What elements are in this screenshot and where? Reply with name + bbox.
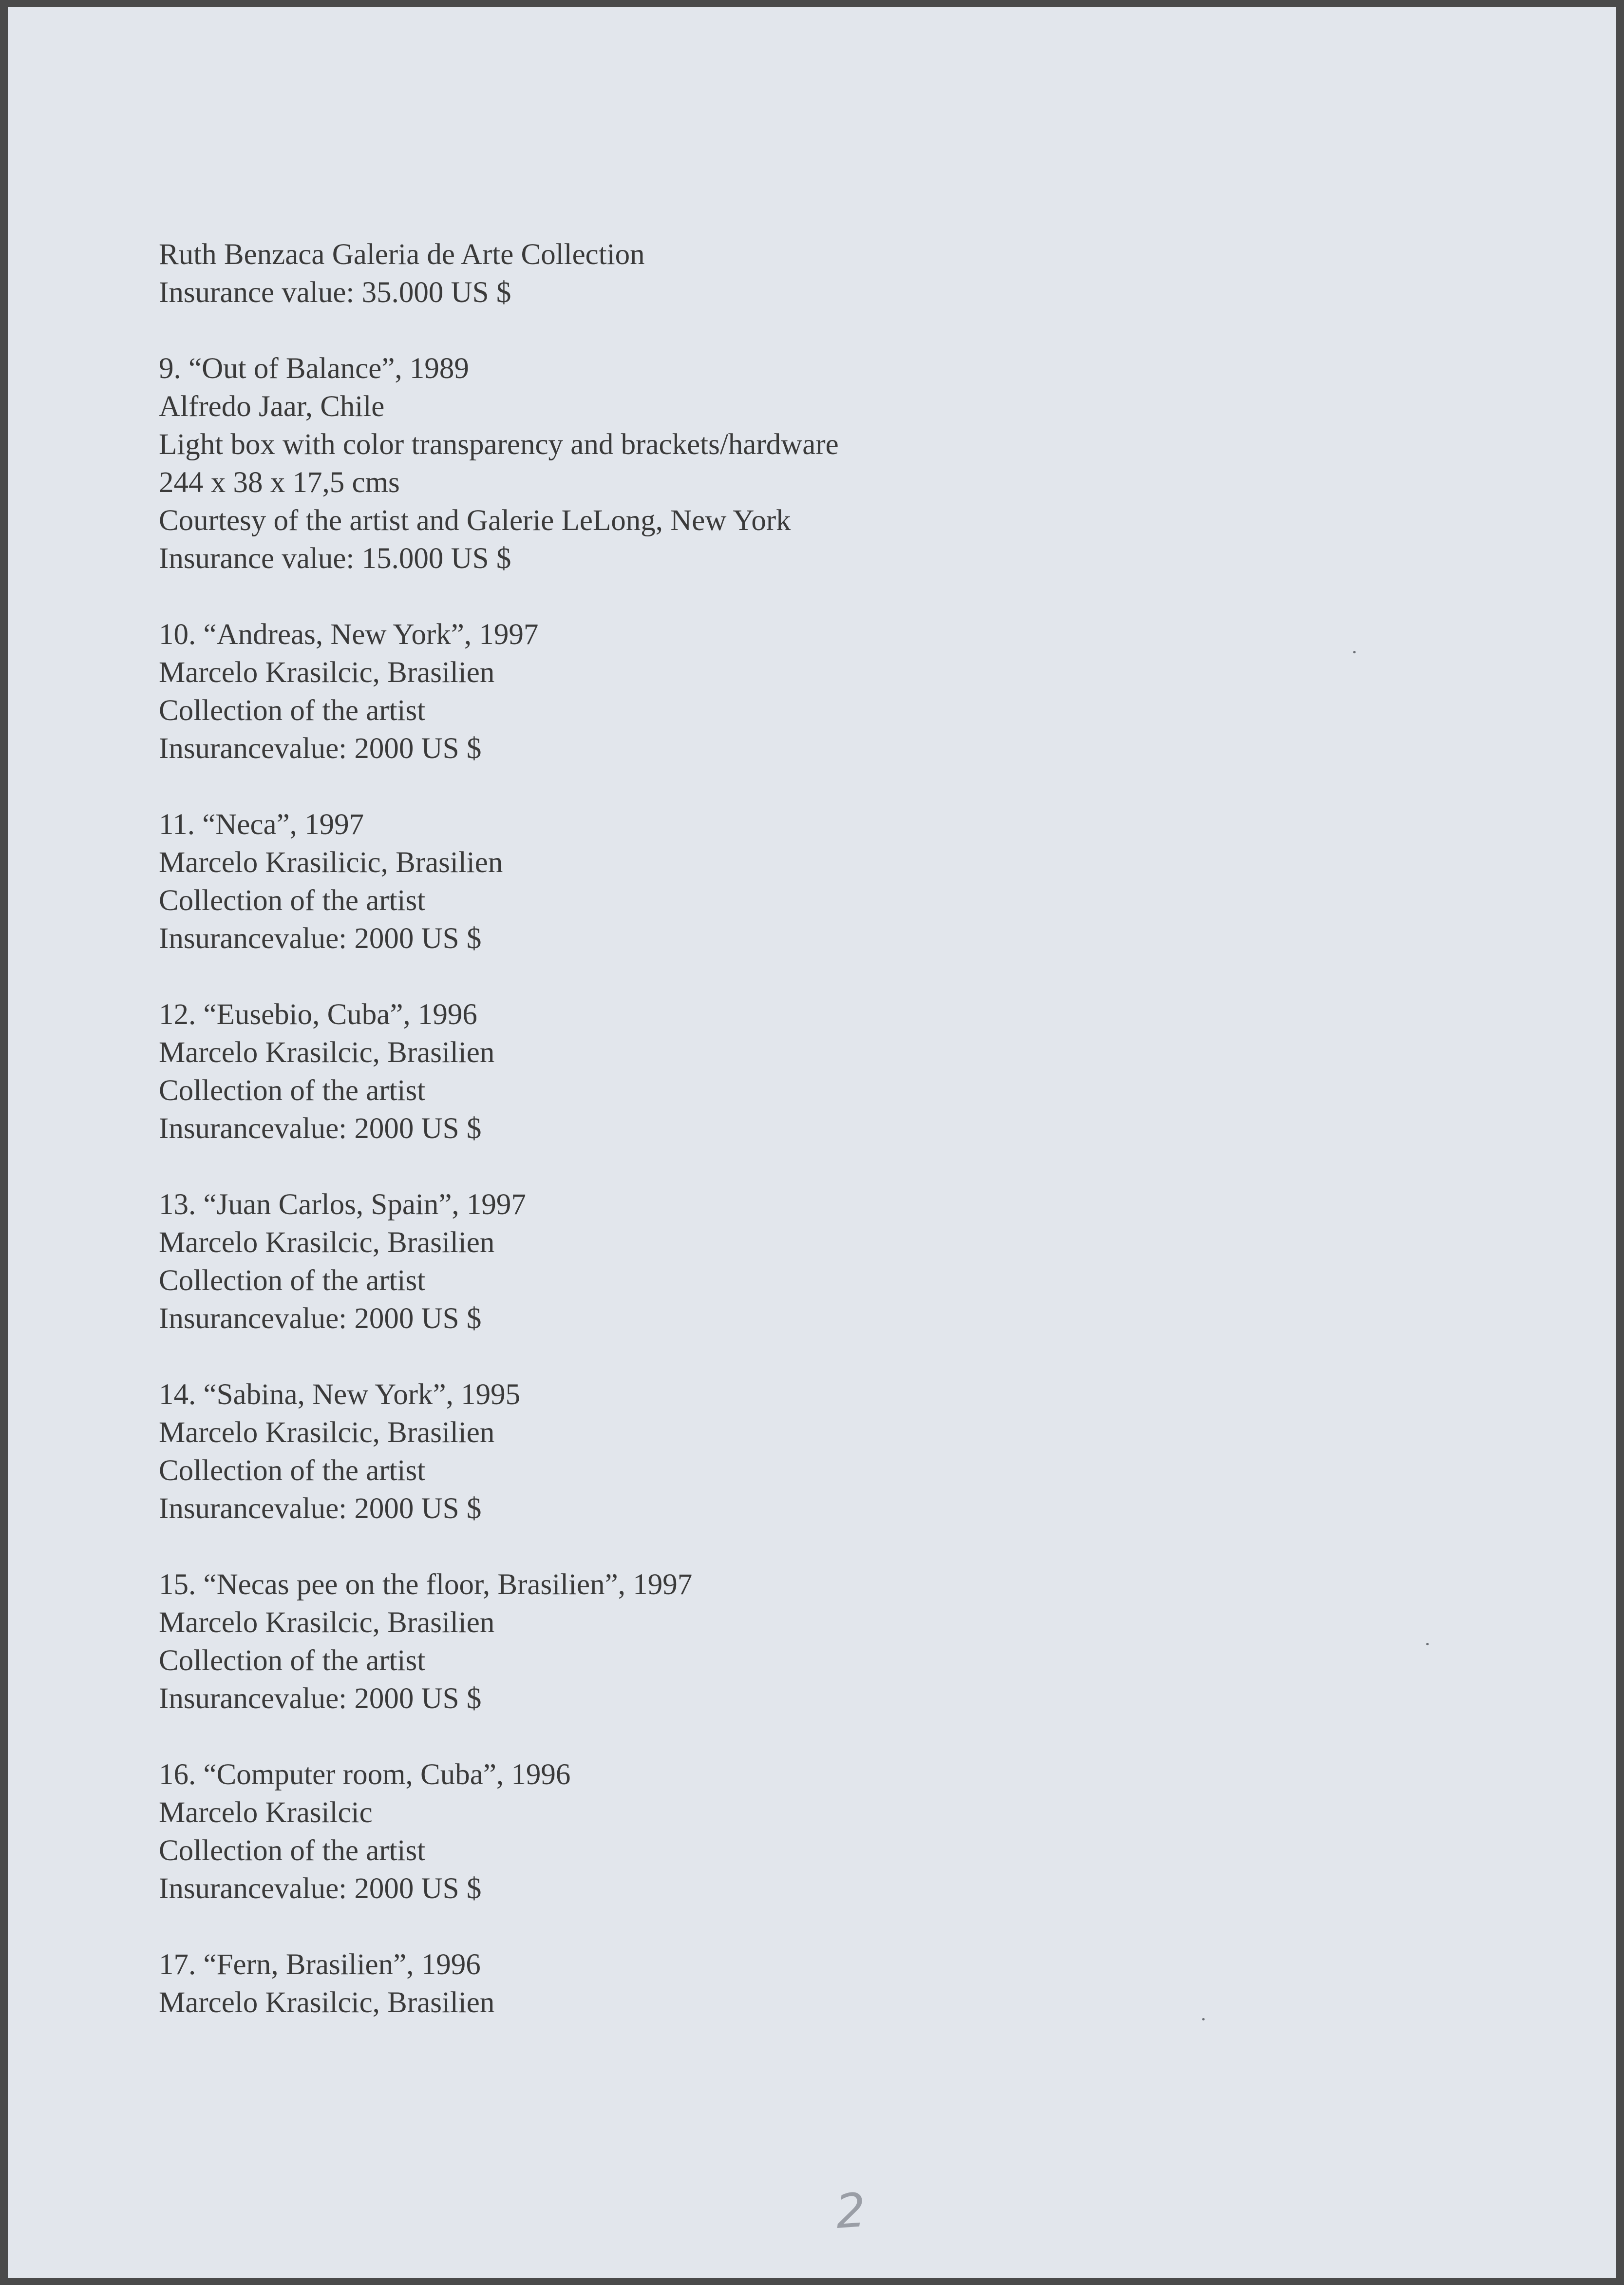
entry-title: 12. “Eusebio, Cuba”, 1996 [159, 998, 477, 1031]
collection-name: Ruth Benzaca Galeria de Arte Collection [159, 238, 645, 271]
entry-artist: Marcelo Krasilcic, Brasilien [159, 1606, 495, 1639]
entry-artist: Marcelo Krasilicic, Brasilien [159, 846, 503, 879]
entry-credit: Collection of the artist [159, 1644, 426, 1677]
entry-insurance-value: Insurancevalue: 2000 US $ [159, 1112, 482, 1145]
entry-insurance-value: Insurance value: 15.000 US $ [159, 542, 511, 575]
entry-artist: Marcelo Krasilcic, Brasilien [159, 1416, 495, 1449]
document-page [8, 7, 1616, 2278]
entry-title: 9. “Out of Balance”, 1989 [159, 352, 469, 385]
entry-insurance-value: Insurancevalue: 2000 US $ [159, 1682, 482, 1715]
entry-insurance-value: Insurancevalue: 2000 US $ [159, 1872, 482, 1905]
entry-title: 14. “Sabina, New York”, 1995 [159, 1378, 521, 1411]
entry-artist: Marcelo Krasilcic, Brasilien [159, 1986, 495, 2019]
entry-medium: Light box with color transparency and brackets/hardware [159, 428, 839, 461]
entry-14 [159, 1376, 1425, 1528]
entry-16 [159, 1756, 1425, 1908]
entry-credit: Collection of the artist [159, 1834, 426, 1867]
entry-credit: Collection of the artist [159, 1264, 426, 1297]
entry-artist: Marcelo Krasilcic, Brasilien [159, 1036, 495, 1069]
paper-speck [1426, 1643, 1429, 1645]
entry-insurance-value: Insurancevalue: 2000 US $ [159, 922, 482, 955]
collection-insurance-value: Insurance value: 35.000 US $ [159, 276, 511, 309]
entry-17 [159, 1946, 1425, 2022]
entry-credit: Collection of the artist [159, 1454, 426, 1487]
collection-header [159, 236, 1425, 312]
entry-11 [159, 806, 1425, 958]
entry-12 [159, 996, 1425, 1148]
entry-title: 10. “Andreas, New York”, 1997 [159, 618, 539, 651]
entry-artist: Marcelo Krasilcic, Brasilien [159, 656, 495, 689]
entry-insurance-value: Insurancevalue: 2000 US $ [159, 1302, 482, 1335]
entry-title: 15. “Necas pee on the floor, Brasilien”, 1997 [159, 1568, 693, 1601]
entry-credit: Collection of the artist [159, 884, 426, 917]
document-content [159, 236, 1425, 2060]
entry-title: 17. “Fern, Brasilien”, 1996 [159, 1948, 481, 1981]
paper-speck [1353, 651, 1356, 653]
entry-artist: Marcelo Krasilcic [159, 1796, 373, 1829]
entry-13 [159, 1186, 1425, 1338]
entry-artist: Marcelo Krasilcic, Brasilien [159, 1226, 495, 1259]
entry-credit: Collection of the artist [159, 694, 426, 727]
entry-credit: Courtesy of the artist and Galerie LeLong, New York [159, 504, 791, 537]
entry-15 [159, 1566, 1425, 1718]
entry-dimensions: 244 x 38 x 17,5 cms [159, 466, 400, 499]
entry-insurance-value: Insurancevalue: 2000 US $ [159, 732, 482, 765]
entry-title: 11. “Neca”, 1997 [159, 808, 364, 841]
entry-credit: Collection of the artist [159, 1074, 426, 1107]
entry-9 [159, 350, 1425, 578]
paper-speck [1202, 2018, 1205, 2020]
entry-title: 16. “Computer room, Cuba”, 1996 [159, 1758, 571, 1791]
entry-insurance-value: Insurancevalue: 2000 US $ [159, 1492, 482, 1525]
entry-10 [159, 616, 1425, 768]
handwritten-page-number: 2 [834, 2183, 868, 2239]
entry-title: 13. “Juan Carlos, Spain”, 1997 [159, 1188, 526, 1221]
entry-artist: Alfredo Jaar, Chile [159, 390, 385, 423]
